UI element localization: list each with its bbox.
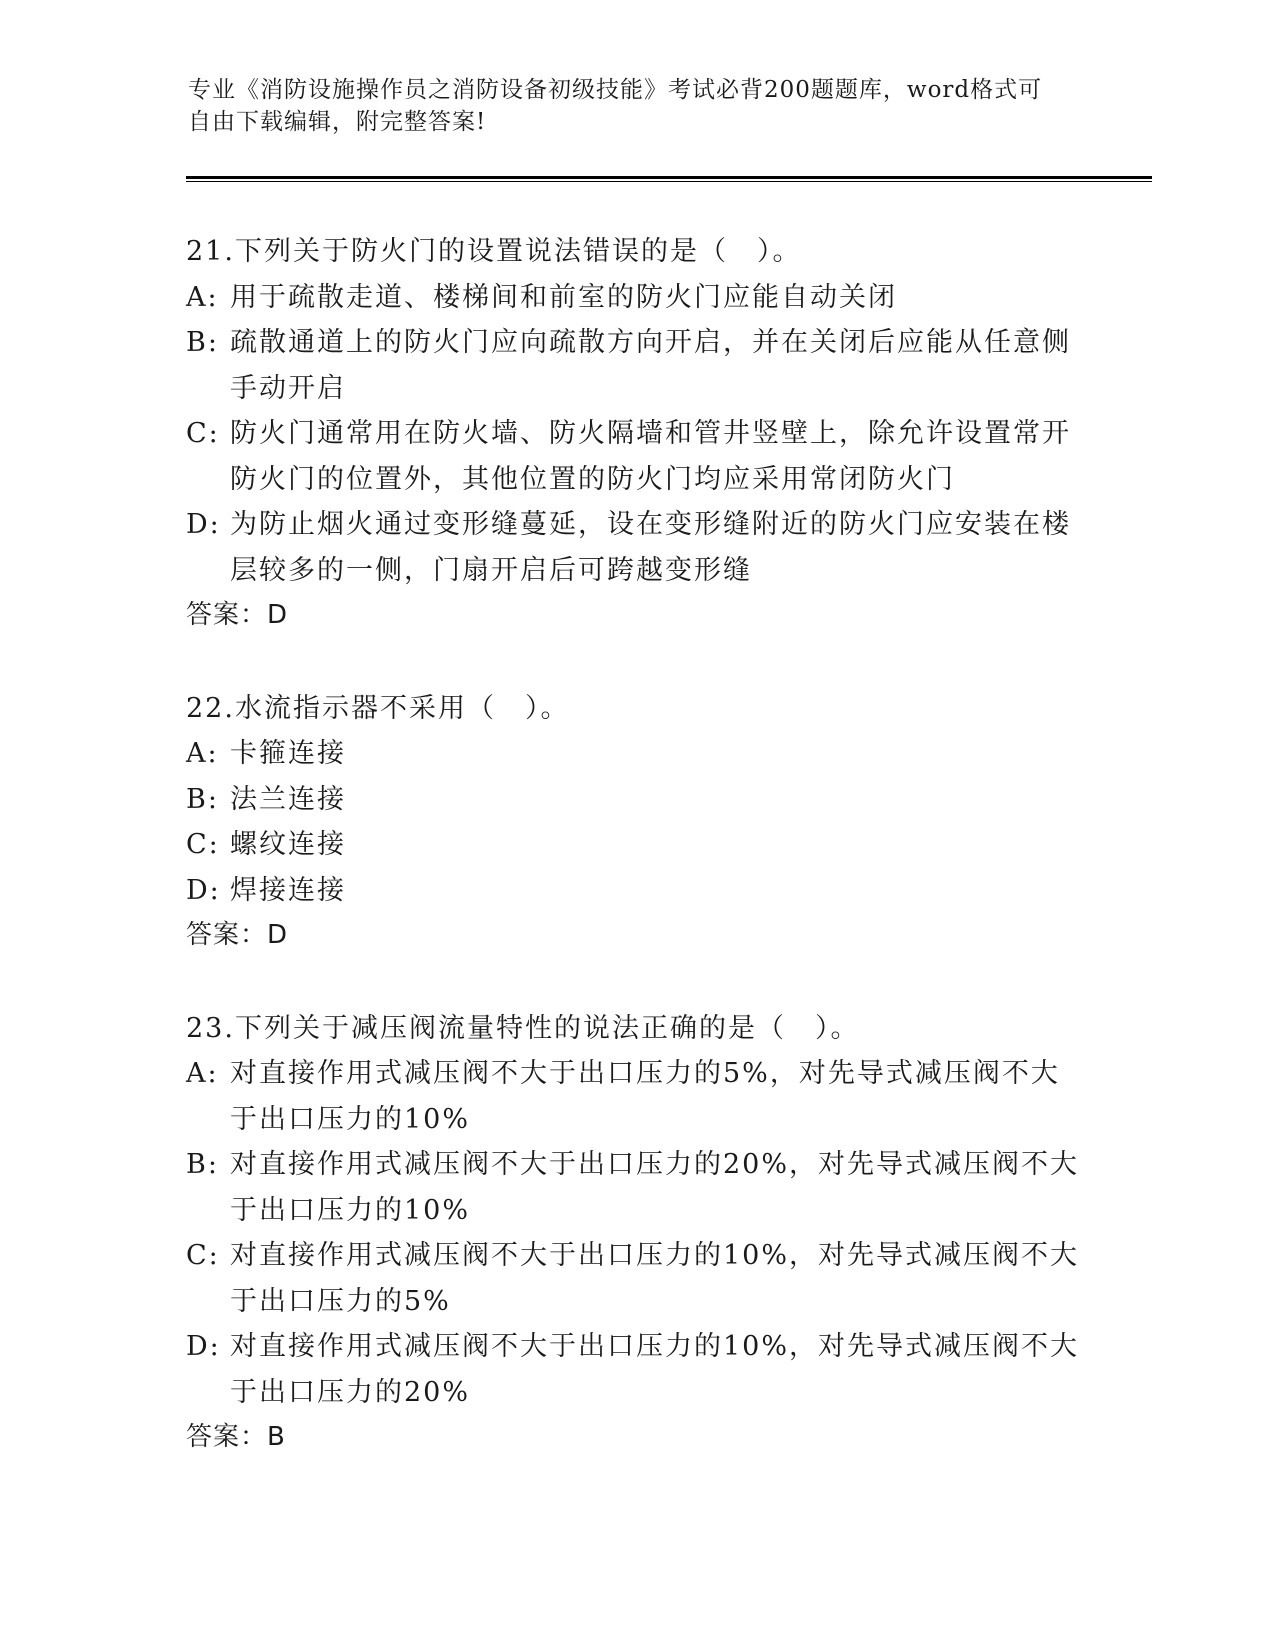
- option-key: C:: [186, 418, 220, 449]
- option-text: 用于疏散走道、楼梯间和前室的防火门应能自动关闭: [230, 281, 897, 313]
- option-text: 对直接作用式减压阀不大于出口压力的10%，对先导式减压阀不大于出口压力的5%: [230, 1240, 1080, 1317]
- option-text: 焊接连接: [230, 874, 346, 906]
- answer-line: 答案：D: [186, 920, 289, 950]
- option-text: 防火门通常用在防火墙、防火隔墙和管井竖壁上，除允许设置常开防火门的位置外，其他位置的防火门均应采用常闭防火门: [230, 418, 1071, 495]
- option-d: [186, 1324, 1086, 1415]
- question-list: [186, 229, 1086, 1508]
- option-key: A:: [186, 738, 219, 769]
- question-22: [186, 686, 1086, 959]
- option-key: A:: [186, 281, 219, 313]
- option-text: 螺纹连接: [230, 829, 346, 860]
- question-stem: 23.下列关于减压阀流量特性的说法正确的是（ ）。: [186, 1012, 860, 1044]
- option-b: [186, 777, 1086, 823]
- option-text: 为防止烟火通过变形缝蔓延，设在变形缝附近的防火门应安装在楼层较多的一侧，门扇开启后可跨越变形缝: [230, 509, 1071, 586]
- option-d: [186, 868, 1086, 914]
- option-key: B:: [186, 783, 219, 815]
- option-c: [186, 1233, 1086, 1324]
- header-line-1: 专业《消防设施操作员之消防设备初级技能》考试必背200题题库，word格式可: [188, 77, 1043, 103]
- answer-line: 答案：D: [186, 600, 289, 630]
- option-key: D:: [186, 1331, 221, 1362]
- option-text: 法兰连接: [230, 783, 346, 815]
- header-divider-thin: [186, 181, 1152, 182]
- answer-line: 答案：B: [186, 1422, 286, 1452]
- option-text: 卡箍连接: [230, 738, 346, 769]
- option-b: [186, 1142, 1086, 1233]
- option-a: [186, 275, 1086, 321]
- option-c: [186, 411, 1086, 502]
- option-key: C:: [186, 829, 220, 860]
- option-key: B:: [186, 327, 219, 358]
- option-key: A:: [186, 1058, 219, 1089]
- option-text: 对直接作用式减压阀不大于出口压力的20%，对先导式减压阀不大于出口压力的10%: [230, 1149, 1080, 1226]
- option-text: 疏散通道上的防火门应向疏散方向开启，并在关闭后应能从任意侧手动开启: [230, 327, 1071, 404]
- document-header: [188, 74, 1088, 138]
- header-divider-thick: [186, 176, 1152, 179]
- question-stem: 22.水流指示器不采用（ ）。: [186, 692, 570, 724]
- option-c: [186, 822, 1086, 868]
- question-23: [186, 1006, 1086, 1461]
- option-d: [186, 502, 1086, 593]
- option-a: [186, 1051, 1086, 1142]
- option-key: D:: [186, 509, 221, 540]
- option-a: [186, 731, 1086, 777]
- header-line-2: 自由下载编辑，附完整答案!: [188, 109, 487, 135]
- option-text: 对直接作用式减压阀不大于出口压力的10%，对先导式减压阀不大于出口压力的20%: [230, 1331, 1080, 1408]
- option-text: 对直接作用式减压阀不大于出口压力的5%，对先导式减压阀不大于出口压力的10%: [230, 1058, 1060, 1135]
- question-stem: 21.下列关于防火门的设置说法错误的是（ ）。: [186, 236, 802, 267]
- option-key: D:: [186, 874, 221, 906]
- option-b: [186, 320, 1086, 411]
- option-key: C:: [186, 1240, 220, 1271]
- option-key: B:: [186, 1149, 219, 1180]
- question-21: [186, 229, 1086, 639]
